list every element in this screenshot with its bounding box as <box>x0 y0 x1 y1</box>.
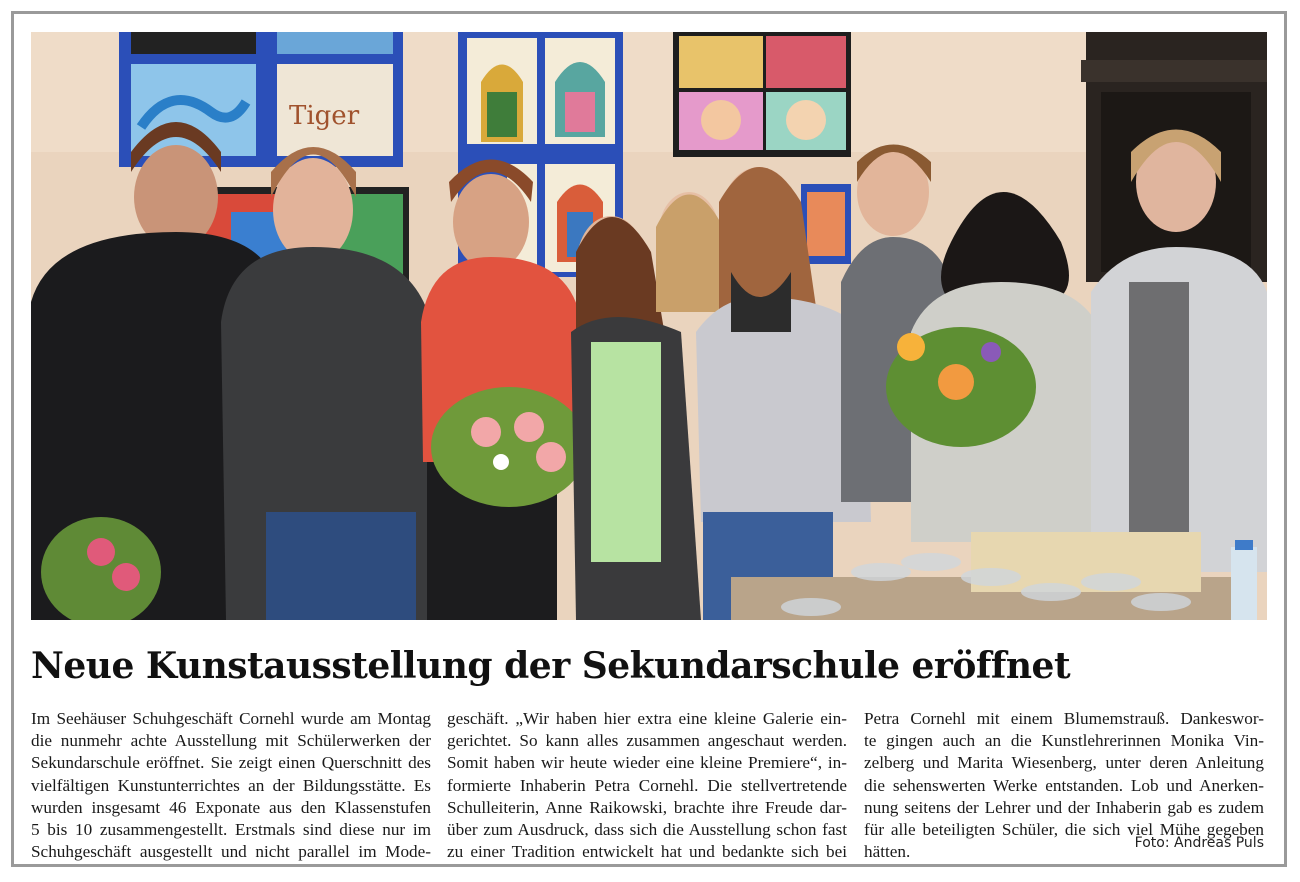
text-line: die sehenswerten Werke entstanden. Lob und Anerken- <box>864 775 1264 795</box>
text-line: die nunmehr achte Ausstellung mit Schülerwerken der <box>31 731 431 751</box>
text-line: Schulleiterin, Anne Raikowski, brachte ihre Freude dar- <box>447 797 847 817</box>
text-line: nung seitens der Lehrer und der Inhaberin gab es zudem <box>864 797 1264 817</box>
text-line: Sekundarschule eröffnet. Sie zeigt einen Querschnitt des <box>31 753 431 773</box>
artwork-board-left <box>119 32 403 167</box>
photo-credit: Foto: Andreas Puls <box>1134 835 1264 851</box>
text-line: Im Seehäuser Schuhgeschäft Cornehl wurde am Montag <box>31 709 431 728</box>
text-line: formierte Inhaberin Petra Cornehl. Die stellvertretende <box>447 775 847 795</box>
text-line: Somit haben wir heute wieder eine kleine Premiere“, in- <box>447 753 847 773</box>
tiger-artwork-label: Tiger <box>289 101 360 131</box>
text-line: über zum Ausdruck, dass sich die Ausstellung schon fast <box>447 820 847 840</box>
article-photo <box>31 32 1267 620</box>
text-line: geschäft. „Wir haben hier extra eine kleine Galerie ein- <box>447 709 847 728</box>
artwork-board-right <box>673 32 851 157</box>
text-line: te gingen auch an die Kunstlehrerinnen Monika Vin- <box>864 731 1264 751</box>
text-line: gerichtet. So kann alles zusammen angeschaut werden. <box>447 731 847 751</box>
article-headline: Neue Kunstausstellung der Sekundarschule eröffnet <box>31 645 1071 687</box>
text-line: zu einer Tradition entwickelt hat und bedankte sich bei <box>447 842 847 862</box>
text-line: Petra Cornehl mit einem Blumemstrauß. Dankeswor- <box>864 709 1264 728</box>
text-line: wurden insgesamt 46 Exponate aus den Klassenstufen <box>31 797 431 817</box>
text-line: für alle beteiligten Schüler, die sich viel Mühe gegeben <box>864 820 1264 840</box>
text-line: hätten. <box>864 842 911 862</box>
text-line: zelberg und Marita Wiesenberg, unter deren Anleitung <box>864 753 1264 773</box>
article-column-2 <box>447 708 847 863</box>
text-line: 5 bis 10 zusammengestellt. Erstmals sind diese nur im <box>31 820 431 840</box>
text-line: Schuhgeschäft ausgestellt und nicht parallel im Mode- <box>31 842 431 862</box>
article-column-1 <box>31 708 431 863</box>
text-line: vielfältigen Kunstunterrichtes an der Bildungsstätte. Es <box>31 775 431 795</box>
